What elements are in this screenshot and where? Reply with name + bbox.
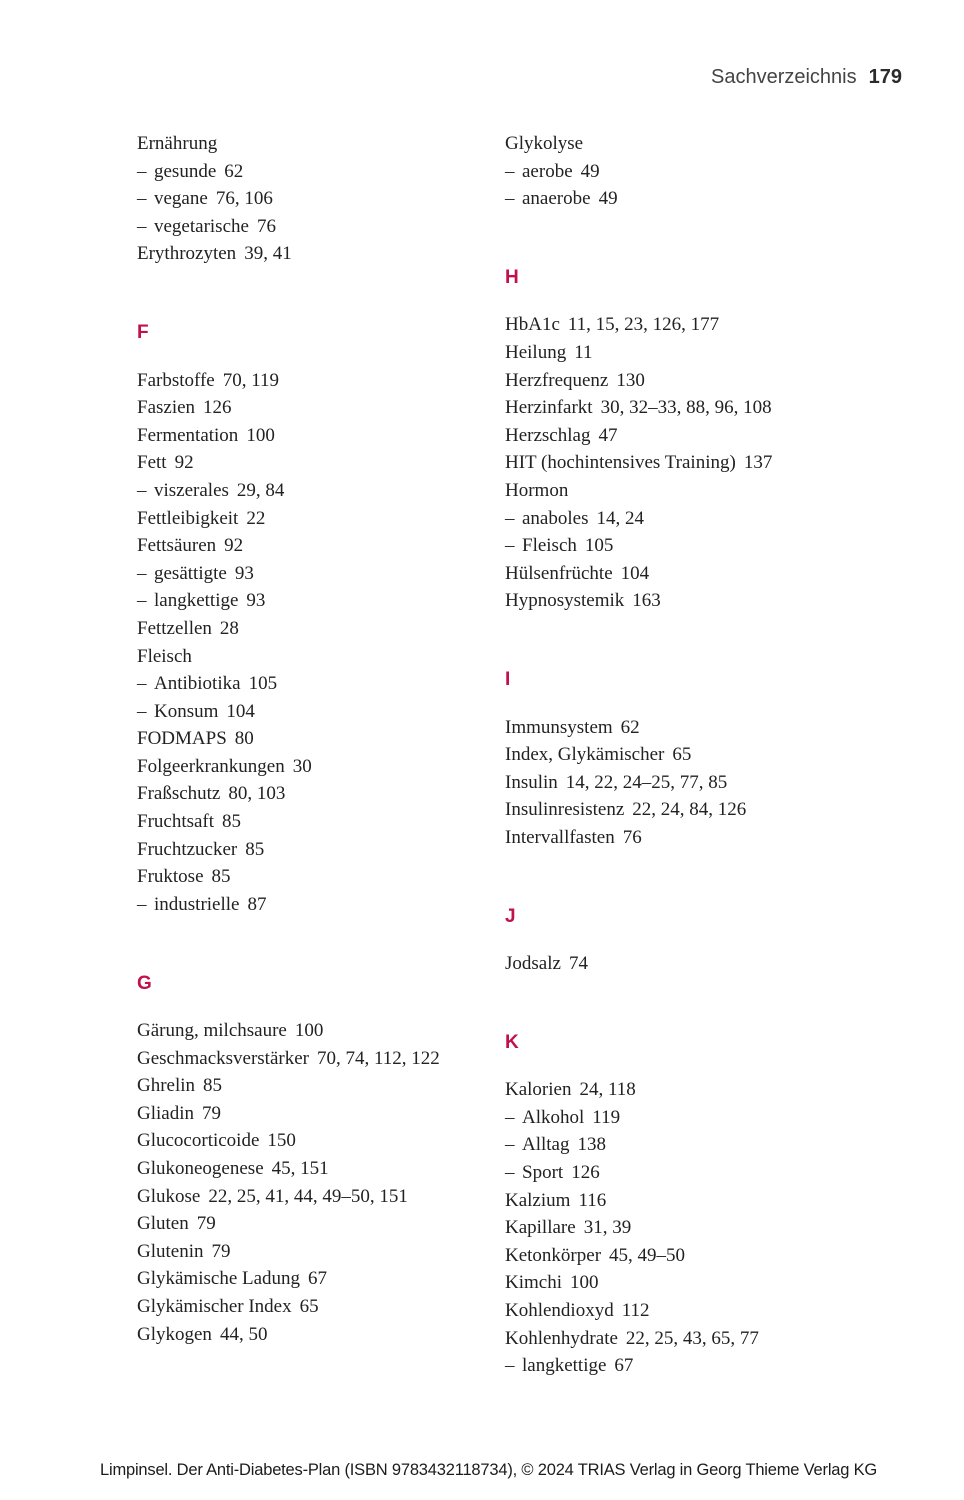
index-entry bbox=[137, 130, 507, 158]
index-entry bbox=[137, 780, 507, 808]
index-entry bbox=[505, 394, 875, 422]
index-entry bbox=[137, 1072, 507, 1100]
entry-term: Fleisch bbox=[522, 535, 577, 557]
entry-term: Faszien bbox=[137, 397, 196, 419]
entry-pages: 74 bbox=[568, 953, 588, 975]
entry-term: langkettige bbox=[154, 590, 239, 612]
entry-pages: 67 bbox=[308, 1268, 328, 1290]
entry-term: Ghrelin bbox=[137, 1075, 196, 1097]
index-entry bbox=[505, 1076, 875, 1104]
entry-pages: 100 bbox=[246, 424, 275, 446]
entry-term: Index, Glykämischer bbox=[505, 744, 665, 766]
entry-term: Fettsäuren bbox=[137, 535, 217, 557]
entry-term: Konsum bbox=[154, 700, 219, 722]
entry-pages: 49 bbox=[580, 160, 600, 182]
entry-pages: 80 bbox=[234, 728, 254, 750]
index-entry bbox=[137, 808, 507, 836]
index-entry bbox=[505, 1242, 875, 1270]
entry-term: Fettleibigkeit bbox=[137, 507, 239, 529]
entry-term: Gluten bbox=[137, 1213, 189, 1235]
entry-pages: 137 bbox=[743, 452, 773, 474]
entry-term: Herzfrequenz bbox=[505, 369, 609, 391]
index-entry bbox=[137, 615, 507, 643]
index-entry bbox=[505, 560, 875, 588]
index-entry bbox=[137, 1127, 507, 1155]
subentry-dash: – bbox=[137, 673, 147, 695]
entry-pages: 105 bbox=[248, 673, 278, 695]
section-letter-k: K bbox=[505, 1032, 519, 1054]
section-letter-f: F bbox=[137, 322, 149, 344]
entry-term: Geschmacksverstärker bbox=[137, 1047, 309, 1069]
section-letter-i: I bbox=[505, 669, 511, 691]
subentry-dash: – bbox=[505, 160, 515, 182]
entry-term: Kalorien bbox=[505, 1079, 572, 1101]
entry-term: Folgeerkrankungen bbox=[137, 755, 285, 777]
entry-term: Erythrozyten bbox=[137, 243, 237, 265]
index-entry bbox=[137, 1045, 507, 1073]
index-subentry bbox=[505, 505, 875, 533]
subentry-dash: – bbox=[505, 1134, 515, 1156]
index-entry bbox=[505, 769, 875, 797]
entry-pages: 130 bbox=[616, 369, 645, 391]
entry-pages: 22 bbox=[246, 507, 266, 529]
entry-term: Glucocorticoide bbox=[137, 1130, 260, 1152]
entry-term: Farbstoffe bbox=[137, 369, 215, 391]
index-entry bbox=[505, 587, 875, 615]
entry-term: vegetarische bbox=[154, 215, 249, 237]
entry-term: Glutenin bbox=[137, 1240, 204, 1262]
index-entry bbox=[137, 1155, 507, 1183]
entry-pages: 29, 84 bbox=[236, 479, 285, 501]
index-entry bbox=[137, 1017, 507, 1045]
entry-pages: 126 bbox=[571, 1162, 600, 1184]
index-entry bbox=[505, 1325, 875, 1353]
index-subentry bbox=[505, 158, 875, 186]
entry-term: Fraßschutz bbox=[137, 783, 221, 805]
entry-pages: 45, 151 bbox=[271, 1158, 329, 1179]
index-subentry bbox=[505, 1352, 875, 1380]
index-entry bbox=[137, 1293, 507, 1321]
entry-term: Kapillare bbox=[505, 1217, 576, 1239]
entry-pages: 45, 49–50 bbox=[609, 1244, 686, 1266]
index-entry bbox=[137, 240, 507, 268]
index-entry bbox=[137, 505, 507, 533]
index-entry bbox=[505, 477, 875, 505]
index-subentry bbox=[137, 185, 507, 213]
index-entry bbox=[505, 1297, 875, 1325]
entry-pages: 104 bbox=[226, 700, 255, 722]
index-subentry bbox=[137, 670, 507, 698]
index-entry bbox=[137, 449, 507, 477]
entry-pages: 44, 50 bbox=[219, 1323, 268, 1345]
entry-term: Jodsalz bbox=[505, 953, 561, 975]
entry-pages: 119 bbox=[592, 1106, 621, 1128]
index-subentry bbox=[137, 213, 507, 241]
entry-pages: 100 bbox=[294, 1020, 324, 1042]
entry-term: Glykolyse bbox=[505, 133, 584, 154]
subentry-dash: – bbox=[505, 1106, 515, 1128]
subentry-dash: – bbox=[137, 479, 147, 501]
entry-pages: 49 bbox=[598, 188, 618, 210]
footer-copyright-text: Limpinsel. Der Anti-Diabetes-Plan (ISBN 9783432118734), © 2024 TRIAS Verlag in Georg Thieme Verlag KG bbox=[100, 1461, 878, 1479]
entry-term: Hülsenfrüchte bbox=[505, 562, 613, 584]
index-entry bbox=[505, 824, 875, 852]
index-subentry bbox=[505, 1131, 875, 1159]
entry-term: Kalzium bbox=[505, 1189, 571, 1211]
entry-pages: 76, 106 bbox=[215, 188, 273, 210]
entry-pages: 30 bbox=[292, 755, 312, 777]
page-header bbox=[711, 66, 902, 89]
entry-term: Ernährung bbox=[137, 133, 218, 154]
entry-term: viszerales bbox=[154, 479, 229, 501]
index-entry bbox=[137, 1265, 507, 1293]
subentry-dash: – bbox=[137, 590, 147, 612]
index-entry bbox=[505, 449, 875, 477]
entry-term: Fleisch bbox=[137, 645, 192, 667]
entry-term: langkettige bbox=[522, 1355, 607, 1377]
subentry-dash: – bbox=[137, 562, 147, 584]
entry-term: anaboles bbox=[522, 507, 589, 529]
entry-pages: 76 bbox=[622, 826, 642, 848]
entry-pages: 92 bbox=[224, 535, 244, 557]
entry-pages: 105 bbox=[584, 535, 614, 557]
index-entry bbox=[505, 1269, 875, 1297]
entry-pages: 112 bbox=[621, 1300, 650, 1321]
entry-term: HIT (hochintensives Training) bbox=[505, 452, 736, 474]
entry-term: Heilung bbox=[505, 341, 567, 363]
subentry-dash: – bbox=[137, 188, 147, 210]
entry-pages: 30, 32–33, 88, 96, 108 bbox=[600, 397, 772, 419]
index-entry bbox=[137, 1210, 507, 1238]
entry-term: Kimchi bbox=[505, 1272, 562, 1294]
running-head-title: Sachverzeichnis bbox=[711, 66, 857, 88]
entry-term: Fruchtsaft bbox=[137, 811, 215, 833]
index-entry bbox=[505, 714, 875, 742]
entry-term: Insulin bbox=[505, 771, 558, 793]
entry-term: aerobe bbox=[522, 160, 573, 182]
entry-pages: 100 bbox=[570, 1272, 599, 1294]
index-subentry bbox=[505, 1159, 875, 1187]
entry-term: Antibiotika bbox=[154, 673, 241, 695]
entry-pages: 24, 118 bbox=[579, 1079, 636, 1101]
index-subentry bbox=[137, 698, 507, 726]
entry-term: Immunsystem bbox=[505, 716, 613, 738]
entry-pages: 150 bbox=[267, 1130, 296, 1152]
entry-pages: 138 bbox=[577, 1134, 606, 1156]
entry-pages: 65 bbox=[299, 1295, 319, 1317]
entry-term: Glykämischer Index bbox=[137, 1295, 292, 1317]
index-entry bbox=[137, 1321, 507, 1349]
entry-term: Fett bbox=[137, 452, 167, 474]
index-entry bbox=[137, 422, 507, 450]
entry-term: Kohlendioxyd bbox=[505, 1300, 614, 1321]
subentry-dash: – bbox=[137, 215, 147, 237]
entry-pages: 22, 25, 41, 44, 49–50, 151 bbox=[208, 1185, 408, 1207]
entry-pages: 11, 15, 23, 126, 177 bbox=[567, 314, 720, 336]
entry-pages: 39, 41 bbox=[244, 243, 292, 265]
entry-pages: 65 bbox=[672, 744, 692, 766]
entry-term: Gärung, milchsaure bbox=[137, 1020, 287, 1042]
entry-term: Glykogen bbox=[137, 1323, 212, 1345]
section-letter-g: G bbox=[137, 972, 152, 994]
subentry-dash: – bbox=[505, 507, 515, 529]
entry-pages: 85 bbox=[203, 1075, 223, 1097]
entry-term: Insulinresistenz bbox=[505, 799, 625, 821]
entry-pages: 14, 24 bbox=[596, 507, 644, 529]
entry-term: Fermentation bbox=[137, 424, 239, 446]
index-entry bbox=[505, 1187, 875, 1215]
entry-term: gesättigte bbox=[154, 562, 227, 584]
index-entry bbox=[137, 532, 507, 560]
entry-term: Alltag bbox=[522, 1134, 570, 1156]
section-letter-h: H bbox=[505, 267, 519, 289]
entry-pages: 93 bbox=[234, 562, 254, 584]
entry-term: HbA1c bbox=[505, 314, 560, 336]
entry-pages: 70, 119 bbox=[222, 369, 280, 391]
entry-pages: 14, 22, 24–25, 77, 85 bbox=[565, 771, 728, 793]
entry-pages: 11 bbox=[574, 341, 593, 363]
entry-pages: 62 bbox=[620, 716, 640, 738]
entry-term: anaerobe bbox=[522, 188, 591, 210]
index-entry bbox=[505, 367, 875, 395]
entry-term: Intervallfasten bbox=[505, 826, 615, 848]
entry-pages: 80, 103 bbox=[228, 783, 286, 805]
entry-pages: 116 bbox=[578, 1189, 607, 1211]
index-subentry bbox=[505, 1104, 875, 1132]
subentry-dash: – bbox=[137, 160, 147, 182]
entry-term: Glukose bbox=[137, 1185, 201, 1207]
page-footer bbox=[100, 1461, 877, 1480]
entry-term: Fruchtzucker bbox=[137, 838, 238, 860]
index-entry bbox=[505, 422, 875, 450]
index-entry bbox=[137, 725, 507, 753]
entry-pages: 79 bbox=[202, 1102, 221, 1124]
entry-term: Herzschlag bbox=[505, 424, 591, 446]
entry-term: Ketonkörper bbox=[505, 1244, 602, 1266]
subentry-dash: – bbox=[505, 1355, 515, 1377]
entry-term: Kohlenhydrate bbox=[505, 1327, 618, 1349]
entry-pages: 31, 39 bbox=[583, 1217, 632, 1239]
entry-term: gesunde bbox=[154, 160, 217, 182]
entry-term: Alkohol bbox=[522, 1106, 585, 1128]
subentry-dash: – bbox=[505, 188, 515, 210]
entry-pages: 85 bbox=[245, 838, 265, 860]
subentry-dash: – bbox=[137, 893, 147, 915]
index-column-right bbox=[505, 130, 875, 1380]
index-entry bbox=[137, 863, 507, 891]
entry-pages: 126 bbox=[203, 397, 232, 419]
index-subentry bbox=[137, 477, 507, 505]
index-entry bbox=[137, 753, 507, 781]
index-subentry bbox=[505, 532, 875, 560]
index-entry bbox=[505, 796, 875, 824]
entry-pages: 104 bbox=[620, 562, 650, 584]
section-letter-j: J bbox=[505, 905, 516, 927]
entry-term: industrielle bbox=[154, 893, 240, 915]
entry-pages: 76 bbox=[256, 215, 276, 237]
entry-term: Glykämische Ladung bbox=[137, 1268, 301, 1290]
entry-pages: 22, 24, 84, 126 bbox=[632, 799, 747, 821]
entry-pages: 79 bbox=[211, 1240, 231, 1262]
entry-pages: 79 bbox=[196, 1213, 216, 1235]
entry-pages: 85 bbox=[222, 811, 242, 833]
index-subentry bbox=[137, 891, 507, 919]
index-entry bbox=[505, 339, 875, 367]
entry-term: Gliadin bbox=[137, 1102, 194, 1124]
entry-pages: 87 bbox=[247, 893, 267, 915]
index-entry bbox=[505, 311, 875, 339]
entry-pages: 70, 74, 112, 122 bbox=[316, 1047, 440, 1069]
entry-pages: 62 bbox=[224, 160, 244, 182]
index-entry bbox=[137, 1100, 507, 1128]
index-entry bbox=[137, 1238, 507, 1266]
entry-term: Glukoneogenese bbox=[137, 1158, 264, 1179]
index-subentry bbox=[137, 587, 507, 615]
index-subentry bbox=[137, 158, 507, 186]
index-entry bbox=[137, 367, 507, 395]
entry-pages: 28 bbox=[219, 617, 239, 639]
entry-term: Hormon bbox=[505, 479, 569, 501]
entry-pages: 47 bbox=[598, 424, 618, 446]
entry-pages: 93 bbox=[246, 590, 266, 612]
entry-term: FODMAPS bbox=[137, 728, 227, 750]
entry-pages: 22, 25, 43, 65, 77 bbox=[625, 1327, 759, 1349]
entry-term: Herzinfarkt bbox=[505, 397, 593, 419]
subentry-dash: – bbox=[505, 535, 515, 557]
entry-term: Hypnosystemik bbox=[505, 590, 625, 612]
subentry-dash: – bbox=[505, 1162, 515, 1184]
index-entry bbox=[505, 130, 875, 158]
entry-pages: 67 bbox=[614, 1355, 634, 1377]
entry-pages: 92 bbox=[174, 452, 194, 474]
index-entry bbox=[505, 741, 875, 769]
index-subentry bbox=[137, 560, 507, 588]
index-entry bbox=[137, 394, 507, 422]
entry-term: vegane bbox=[154, 188, 208, 210]
index-entry bbox=[137, 836, 507, 864]
page-number: 179 bbox=[868, 66, 902, 88]
subentry-dash: – bbox=[137, 700, 147, 722]
index-column-left bbox=[137, 130, 507, 1348]
entry-term: Sport bbox=[522, 1162, 564, 1184]
index-entry bbox=[505, 1214, 875, 1242]
index-subentry bbox=[505, 185, 875, 213]
entry-pages: 85 bbox=[211, 866, 231, 888]
entry-pages: 163 bbox=[632, 590, 661, 612]
entry-term: Fruktose bbox=[137, 866, 204, 888]
index-entry bbox=[505, 950, 875, 978]
index-entry bbox=[137, 1183, 507, 1211]
entry-term: Fettzellen bbox=[137, 617, 212, 639]
index-entry bbox=[137, 643, 507, 671]
